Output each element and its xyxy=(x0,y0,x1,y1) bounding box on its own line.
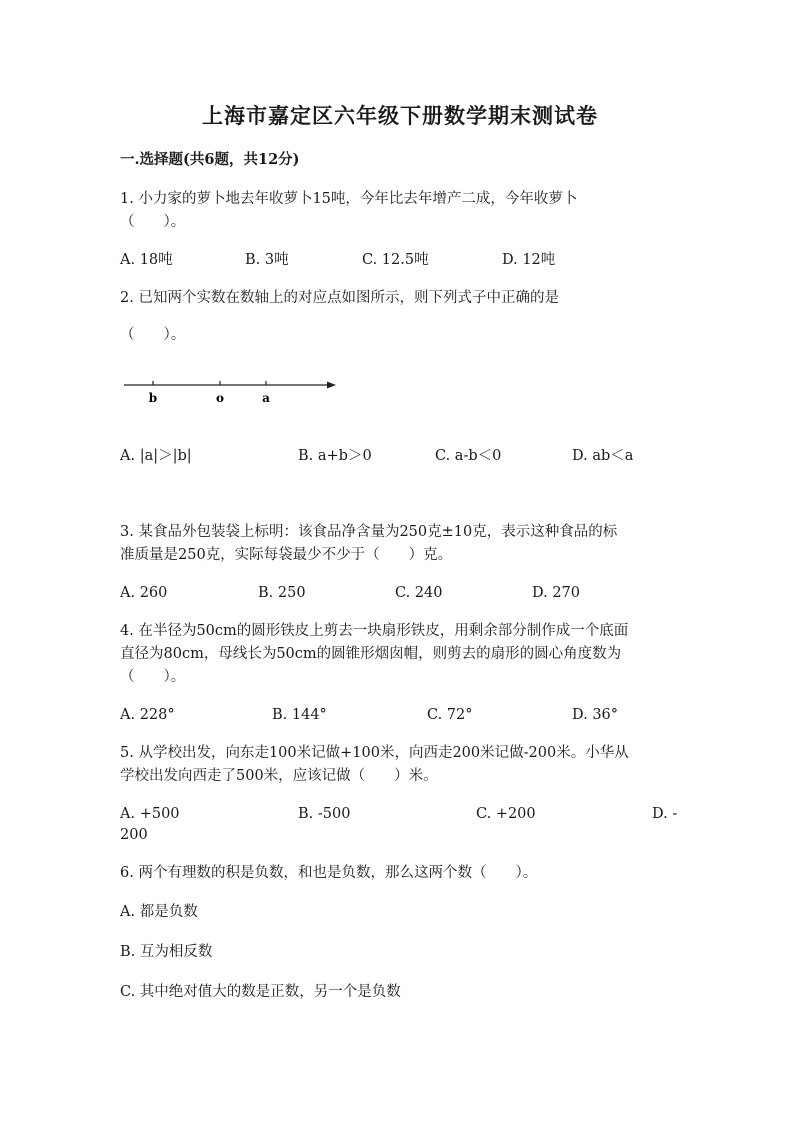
label-b: b xyxy=(148,391,158,405)
question-6-line-1: 6. 两个有理数的积是负数，和也是负数，那么这两个数（ ）。 xyxy=(120,865,538,881)
question-2-option-d: D. ab＜a xyxy=(572,448,634,464)
question-1-option-b: B. 3吨 xyxy=(245,252,289,268)
question-6-option-a: A. 都是负数 xyxy=(120,904,198,920)
question-5-option-d: D. - xyxy=(652,806,678,822)
question-4-line-3: （ ）。 xyxy=(120,669,186,685)
question-2-option-c: C. a-b＜0 xyxy=(435,448,502,464)
question-2-option-b: B. a+b＞0 xyxy=(298,448,372,464)
question-3-line-1: 3. 某食品外包装袋上标明：该食品净含量为250克±10克，表示这种食品的标 xyxy=(120,524,618,540)
question-6-option-c: C. 其中绝对值大的数是正数，另一个是负数 xyxy=(120,984,401,1000)
question-1-line-1: 1. 小力家的萝卜地去年收萝卜15吨，今年比去年增产二成，今年收萝卜 xyxy=(120,191,578,207)
question-2-option-a: A. |a|＞|b| xyxy=(120,448,192,464)
label-o: o xyxy=(215,391,225,405)
question-3-option-b: B. 250 xyxy=(258,585,306,601)
question-5-line-2: 学校出发向西走了500米，应该记做（ ）米。 xyxy=(120,768,438,784)
question-4-option-a: A. 228° xyxy=(120,707,175,723)
question-4-line-2: 直径为80cm，母线长为50cm的圆锥形烟囱帽，则剪去的扇形的圆心角度数为 xyxy=(120,646,622,662)
question-5-option-b: B. -500 xyxy=(298,806,351,822)
question-3-option-d: D. 270 xyxy=(532,585,581,601)
question-4-option-c: C. 72° xyxy=(427,707,473,723)
question-5-option-c: C. +200 xyxy=(476,806,536,822)
number-line-arrow xyxy=(327,382,336,389)
question-2-line-2: （ ）。 xyxy=(120,327,186,343)
question-3-option-c: C. 240 xyxy=(395,585,443,601)
question-1-option-c: C. 12.5吨 xyxy=(362,252,429,268)
question-4-option-d: D. 36° xyxy=(572,707,619,723)
question-1-option-d: D. 12吨 xyxy=(502,252,556,268)
question-4-option-b: B. 144° xyxy=(272,707,327,723)
question-2-line-1: 2. 已知两个实数在数轴上的对应点如图所示，则下列式子中正确的是 xyxy=(120,290,559,306)
question-3-option-a: A. 260 xyxy=(120,585,168,601)
question-4-line-1: 4. 在半径为50cm的圆形铁皮上剪去一块扇形铁皮，用剩余部分制作成一个底面 xyxy=(120,623,629,639)
question-5-option-d-continued: 200 xyxy=(120,827,148,843)
section-heading: 一.选择题(共6题，共12分) xyxy=(120,151,300,168)
question-5-option-a: A. +500 xyxy=(120,806,180,822)
page-title: 上海市嘉定区六年级下册数学期末测试卷 xyxy=(202,103,598,128)
question-3-line-2: 准质量是250克，实际每袋最少不少于（ ）克。 xyxy=(120,547,453,563)
number-line-figure xyxy=(122,376,337,416)
question-1-line-2: （ ）。 xyxy=(120,214,186,230)
question-1-option-a: A. 18吨 xyxy=(120,252,173,268)
label-a: a xyxy=(262,391,270,405)
question-6-option-b: B. 互为相反数 xyxy=(120,944,213,960)
question-5-line-1: 5. 从学校出发，向东走100米记做+100米，向西走200米记做-200米。小华从 xyxy=(120,745,629,761)
